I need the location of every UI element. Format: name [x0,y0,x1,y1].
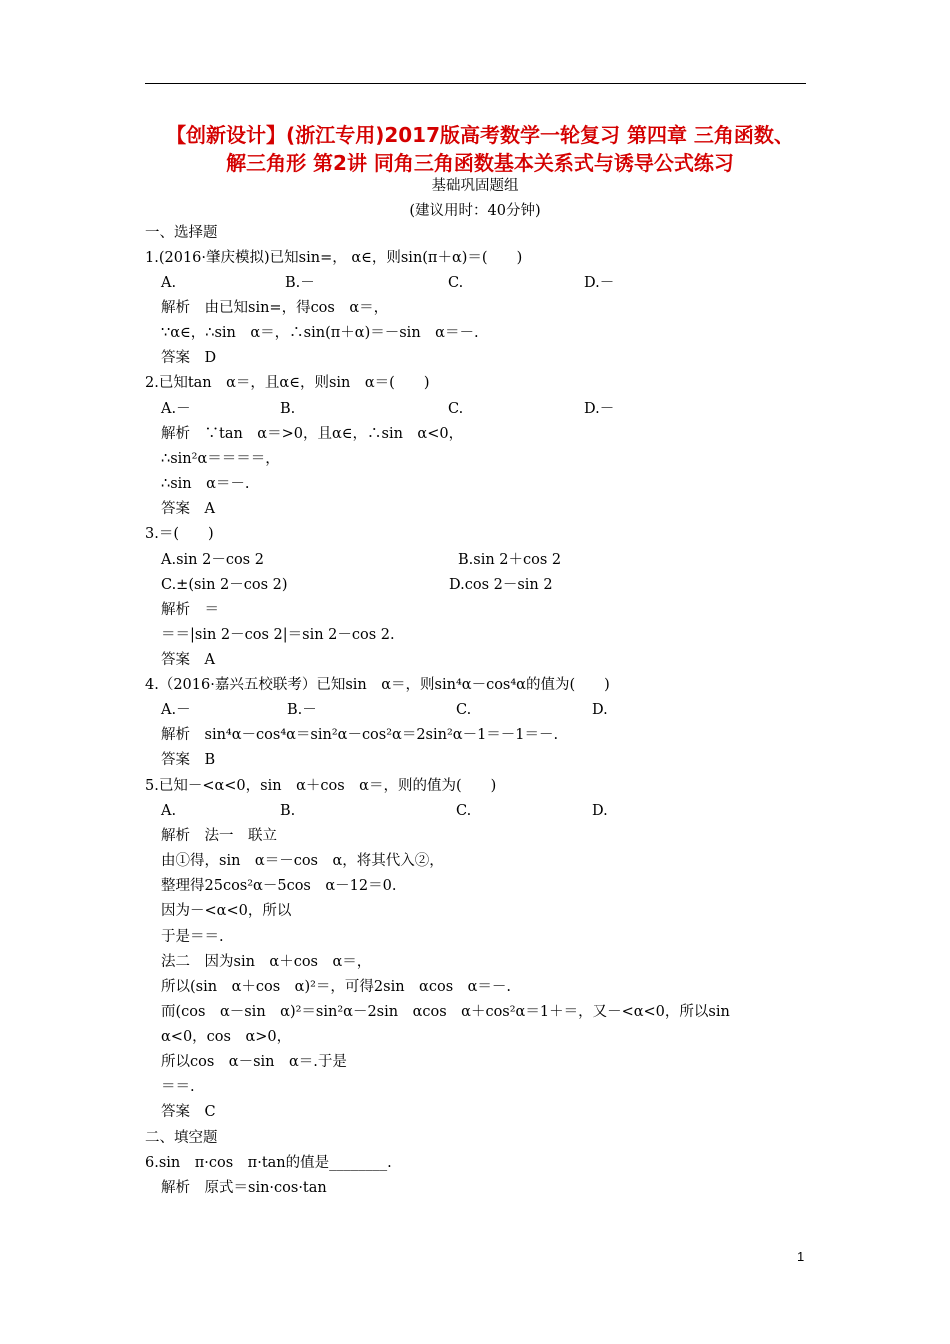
q5-solution-8: 而(cos α－sin α)²＝sin²α－2sin αcos α＋cos²α＝1＋＝，又－<α<0，所以sin [161,1004,730,1020]
title-line-2: 解三角形 第2讲 同角三角函数基本关系式与诱导公式练习 [226,151,734,175]
title-line-1: 【创新设计】(浙江专用)2017版高考数学一轮复习 第四章 三角函数、 [166,123,794,147]
q5-option-c: C. [456,803,472,819]
q4-answer: 答案 B [161,752,216,768]
q2-option-a: A.－ [161,401,191,417]
q3-option-d: D.cos 2－sin 2 [449,577,553,593]
q4-solution-1: 解析 sin⁴α－cos⁴α＝sin²α－cos²α＝2sin²α－1＝－1＝－. [161,727,559,743]
time-note: (建议用时：40分钟) [409,203,541,219]
q5-solution-5: 于是＝＝. [161,929,224,945]
q1-option-b: B.－ [285,275,315,291]
q5-solution-9: α<0，cos α>0， [161,1029,292,1045]
header-rule [145,83,806,84]
q2-answer: 答案 A [161,501,215,517]
q3-solution-2: ＝＝|sin 2－cos 2|＝sin 2－cos 2. [161,627,395,643]
question-5-stem: 5.已知－<α<0，sin α＋cos α＝，则的值为( ) [145,778,497,794]
q2-option-c: C. [448,401,464,417]
q4-option-d: D. [592,702,608,718]
q5-solution-1: 解析 法一 联立 [161,828,277,844]
question-3-stem: 3.＝( ) [145,526,214,542]
q1-solution-1: 解析 由已知sin=，得cos α＝， [161,300,389,316]
question-1-stem: 1.(2016·肇庆模拟)已知sin=， α∈，则sin(π＋α)＝( ) [145,250,523,266]
q5-solution-11: ＝＝. [161,1079,195,1095]
q1-option-c: C. [448,275,464,291]
q5-option-a: A. [161,803,177,819]
section-heading-fill: 二、填空题 [145,1130,218,1146]
q4-option-b: B.－ [287,702,317,718]
q4-option-c: C. [456,702,472,718]
q3-answer: 答案 A [161,652,215,668]
q5-option-d: D. [592,803,608,819]
question-6-stem: 6.sin π·cos π·tan的值是________. [145,1155,392,1171]
q4-option-a: A.－ [161,702,191,718]
q5-solution-2: 由①得，sin α＝－cos α，将其代入②， [161,853,444,869]
q2-option-d: D.－ [584,401,615,417]
q1-option-a: A. [161,275,177,291]
q2-option-b: B. [280,401,296,417]
page-number: 1 [797,1249,805,1264]
question-2-stem: 2.已知tan α＝，且α∈，则sin α＝( ) [145,375,430,391]
q5-solution-6: 法二 因为sin α＋cos α＝， [161,954,372,970]
q3-option-c: C.±(sin 2－cos 2) [161,577,288,593]
q1-solution-2: ∵α∈，∴sin α＝，∴sin(π＋α)＝－sin α＝－. [161,325,479,341]
q3-option-b: B.sin 2＋cos 2 [458,552,562,568]
q6-solution-1: 解析 原式＝sin·cos·tan [161,1180,327,1196]
q2-solution-3: ∴sin α＝－. [161,476,250,492]
section-heading-choice: 一、选择题 [145,225,218,241]
q3-option-a: A.sin 2－cos 2 [161,552,264,568]
q5-solution-3: 整理得25cos²α－5cos α－12＝0. [161,878,397,894]
q5-answer: 答案 C [161,1104,216,1120]
q5-option-b: B. [280,803,296,819]
q3-solution-1: 解析 ＝ [161,602,219,618]
q5-solution-10: 所以cos α－sin α＝.于是 [161,1054,347,1070]
q5-solution-7: 所以(sin α＋cos α)²＝，可得2sin αcos α＝－. [161,979,512,995]
q1-answer: 答案 D [161,350,217,366]
subtitle: 基础巩固题组 [431,178,519,194]
q1-option-d: D.－ [584,275,615,291]
q5-solution-4: 因为－<α<0，所以 [161,903,292,919]
q2-solution-1: 解析 ∵tan α＝>0，且α∈，∴sin α<0， [161,426,464,442]
document-title [140,121,820,177]
q2-solution-2: ∴sin²α＝＝＝＝， [161,451,280,467]
question-4-stem: 4.（2016·嘉兴五校联考）已知sin α＝，则sin⁴α－cos⁴α的值为( ) [145,677,610,693]
